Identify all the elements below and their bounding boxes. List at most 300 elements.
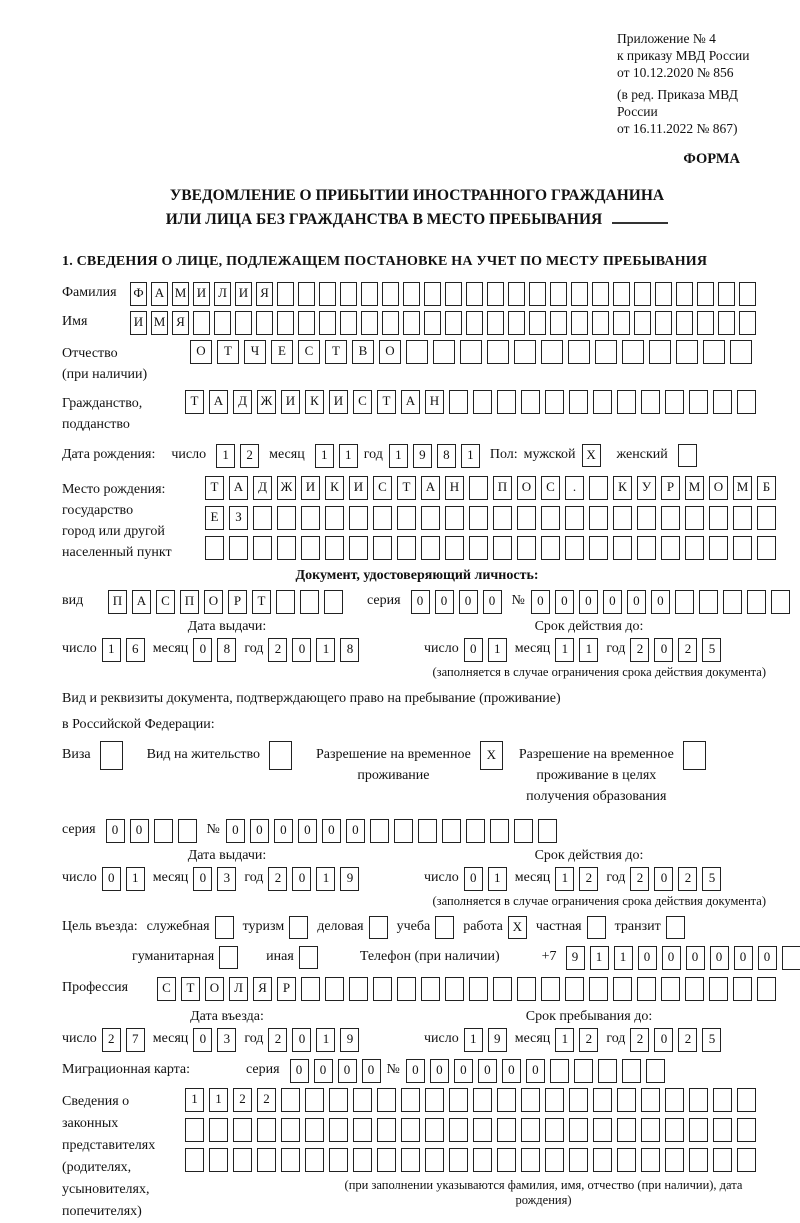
char-cell[interactable] — [473, 1118, 492, 1142]
char-cell[interactable] — [613, 977, 632, 1001]
char-cell[interactable] — [353, 1118, 372, 1142]
char-cell[interactable]: 1 — [555, 867, 574, 891]
char-cell[interactable] — [655, 282, 672, 306]
char-cell[interactable]: А — [229, 476, 248, 500]
char-cell[interactable] — [193, 311, 210, 335]
char-cell[interactable]: О — [190, 340, 212, 364]
char-cell[interactable] — [277, 282, 294, 306]
char-cell[interactable] — [565, 506, 584, 530]
char-cell[interactable]: О — [204, 590, 223, 614]
char-cell[interactable] — [757, 536, 776, 560]
char-cell[interactable]: 1 — [126, 867, 145, 891]
char-cell[interactable]: 0 — [603, 590, 622, 614]
char-cell[interactable]: Т — [181, 977, 200, 1001]
char-cell[interactable]: 0 — [314, 1059, 333, 1083]
char-cell[interactable] — [377, 1148, 396, 1172]
char-cell[interactable] — [433, 340, 455, 364]
char-cell[interactable] — [571, 311, 588, 335]
char-cell[interactable] — [617, 1118, 636, 1142]
char-cell[interactable]: К — [613, 476, 632, 500]
representatives-row3[interactable] — [185, 1148, 772, 1172]
char-cell[interactable] — [593, 390, 612, 414]
char-cell[interactable] — [325, 506, 344, 530]
char-cell[interactable] — [449, 1148, 468, 1172]
char-cell[interactable] — [737, 390, 756, 414]
char-cell[interactable] — [545, 390, 564, 414]
entry-month-boxes[interactable] — [193, 1028, 236, 1052]
char-cell[interactable] — [276, 590, 295, 614]
char-cell[interactable] — [401, 1088, 420, 1112]
char-cell[interactable] — [737, 1088, 756, 1112]
char-cell[interactable]: Л — [214, 282, 231, 306]
char-cell[interactable]: 0 — [292, 638, 311, 662]
char-cell[interactable] — [377, 1118, 396, 1142]
char-cell[interactable]: 0 — [338, 1059, 357, 1083]
char-cell[interactable] — [487, 282, 504, 306]
char-cell[interactable]: 9 — [566, 946, 585, 970]
char-cell[interactable] — [676, 311, 693, 335]
char-cell[interactable] — [713, 390, 732, 414]
char-cell[interactable]: З — [229, 506, 248, 530]
char-cell[interactable] — [449, 1088, 468, 1112]
char-cell[interactable] — [442, 819, 461, 843]
char-cell[interactable] — [665, 1148, 684, 1172]
char-cell[interactable] — [782, 946, 800, 970]
char-cell[interactable] — [361, 311, 378, 335]
char-cell[interactable] — [713, 1118, 732, 1142]
char-cell[interactable]: 0 — [226, 819, 245, 843]
char-cell[interactable]: 1 — [461, 444, 480, 468]
char-cell[interactable] — [493, 977, 512, 1001]
char-cell[interactable] — [449, 390, 468, 414]
char-cell[interactable] — [493, 536, 512, 560]
char-cell[interactable] — [733, 506, 752, 530]
char-cell[interactable] — [403, 311, 420, 335]
char-cell[interactable] — [569, 1088, 588, 1112]
char-cell[interactable]: И — [301, 476, 320, 500]
char-cell[interactable]: К — [305, 390, 324, 414]
char-cell[interactable] — [401, 1148, 420, 1172]
entry-year-boxes[interactable] — [268, 1028, 359, 1052]
stay-month-boxes[interactable] — [555, 1028, 598, 1052]
char-cell[interactable]: 2 — [268, 638, 287, 662]
char-cell[interactable] — [733, 977, 752, 1001]
char-cell[interactable] — [665, 1118, 684, 1142]
char-cell[interactable] — [550, 282, 567, 306]
char-cell[interactable]: 9 — [488, 1028, 507, 1052]
char-cell[interactable] — [685, 506, 704, 530]
char-cell[interactable] — [406, 340, 428, 364]
char-cell[interactable] — [565, 536, 584, 560]
char-cell[interactable]: 0 — [758, 946, 777, 970]
char-cell[interactable]: М — [172, 282, 189, 306]
char-cell[interactable] — [325, 977, 344, 1001]
res-expiry-day-boxes[interactable] — [464, 867, 507, 891]
char-cell[interactable] — [319, 311, 336, 335]
char-cell[interactable]: 8 — [340, 638, 359, 662]
char-cell[interactable]: 9 — [340, 1028, 359, 1052]
char-cell[interactable]: 0 — [290, 1059, 309, 1083]
char-cell[interactable]: Д — [233, 390, 252, 414]
char-cell[interactable] — [469, 536, 488, 560]
char-cell[interactable]: 1 — [209, 1088, 228, 1112]
expiry-day-boxes[interactable] — [464, 638, 507, 662]
char-cell[interactable]: С — [541, 476, 560, 500]
char-cell[interactable]: 0 — [710, 946, 729, 970]
char-cell[interactable]: 1 — [488, 867, 507, 891]
char-cell[interactable]: 0 — [411, 590, 430, 614]
char-cell[interactable]: К — [325, 476, 344, 500]
firstname-boxes[interactable] — [130, 311, 756, 335]
checkbox-male[interactable]: X — [582, 444, 601, 467]
char-cell[interactable] — [325, 536, 344, 560]
char-cell[interactable] — [565, 977, 584, 1001]
char-cell[interactable]: А — [132, 590, 151, 614]
char-cell[interactable] — [281, 1148, 300, 1172]
char-cell[interactable]: 0 — [555, 590, 574, 614]
res-expiry-month-boxes[interactable] — [555, 867, 598, 891]
char-cell[interactable]: 0 — [322, 819, 341, 843]
doc-series-boxes[interactable] — [411, 590, 502, 614]
char-cell[interactable] — [397, 536, 416, 560]
char-cell[interactable] — [689, 390, 708, 414]
char-cell[interactable] — [592, 311, 609, 335]
issue-year-boxes[interactable] — [268, 638, 359, 662]
char-cell[interactable]: 0 — [654, 867, 673, 891]
char-cell[interactable]: 2 — [268, 867, 287, 891]
citizenship-boxes[interactable] — [185, 390, 756, 414]
char-cell[interactable] — [713, 1088, 732, 1112]
res-issue-day-boxes[interactable] — [102, 867, 145, 891]
checkbox-tourism[interactable] — [289, 916, 308, 939]
char-cell[interactable]: 0 — [435, 590, 454, 614]
char-cell[interactable] — [689, 1118, 708, 1142]
char-cell[interactable] — [703, 340, 725, 364]
char-cell[interactable] — [460, 340, 482, 364]
char-cell[interactable] — [425, 1148, 444, 1172]
char-cell[interactable] — [689, 1148, 708, 1172]
char-cell[interactable] — [508, 311, 525, 335]
char-cell[interactable]: 0 — [734, 946, 753, 970]
char-cell[interactable] — [514, 340, 536, 364]
char-cell[interactable]: 1 — [185, 1088, 204, 1112]
char-cell[interactable] — [349, 977, 368, 1001]
char-cell[interactable] — [493, 506, 512, 530]
char-cell[interactable]: 5 — [702, 867, 721, 891]
char-cell[interactable]: 0 — [654, 1028, 673, 1052]
char-cell[interactable] — [613, 506, 632, 530]
char-cell[interactable]: А — [151, 282, 168, 306]
char-cell[interactable] — [370, 819, 389, 843]
char-cell[interactable] — [676, 282, 693, 306]
char-cell[interactable] — [685, 977, 704, 1001]
char-cell[interactable] — [529, 282, 546, 306]
char-cell[interactable] — [574, 1059, 593, 1083]
char-cell[interactable]: Р — [661, 476, 680, 500]
birth-day-boxes[interactable] — [216, 444, 259, 468]
char-cell[interactable] — [397, 506, 416, 530]
char-cell[interactable] — [301, 506, 320, 530]
char-cell[interactable] — [253, 506, 272, 530]
char-cell[interactable] — [205, 536, 224, 560]
char-cell[interactable]: 0 — [454, 1059, 473, 1083]
char-cell[interactable] — [713, 1148, 732, 1172]
char-cell[interactable] — [589, 476, 608, 500]
char-cell[interactable] — [641, 1148, 660, 1172]
char-cell[interactable] — [340, 282, 357, 306]
char-cell[interactable] — [730, 340, 752, 364]
char-cell[interactable]: П — [493, 476, 512, 500]
char-cell[interactable] — [214, 311, 231, 335]
char-cell[interactable]: 1 — [555, 638, 574, 662]
char-cell[interactable]: В — [352, 340, 374, 364]
char-cell[interactable]: 0 — [193, 638, 212, 662]
char-cell[interactable] — [473, 390, 492, 414]
issue-day-boxes[interactable] — [102, 638, 145, 662]
char-cell[interactable]: 0 — [274, 819, 293, 843]
char-cell[interactable]: 1 — [339, 444, 358, 468]
char-cell[interactable]: С — [353, 390, 372, 414]
char-cell[interactable] — [229, 536, 248, 560]
char-cell[interactable] — [445, 506, 464, 530]
char-cell[interactable] — [593, 1118, 612, 1142]
char-cell[interactable] — [737, 1118, 756, 1142]
char-cell[interactable] — [353, 1148, 372, 1172]
char-cell[interactable]: О — [709, 476, 728, 500]
char-cell[interactable]: Ж — [277, 476, 296, 500]
char-cell[interactable] — [277, 536, 296, 560]
char-cell[interactable]: А — [421, 476, 440, 500]
char-cell[interactable] — [445, 536, 464, 560]
char-cell[interactable] — [466, 819, 485, 843]
char-cell[interactable]: 7 — [126, 1028, 145, 1052]
char-cell[interactable] — [154, 819, 173, 843]
char-cell[interactable] — [617, 390, 636, 414]
char-cell[interactable]: М — [733, 476, 752, 500]
char-cell[interactable] — [697, 282, 714, 306]
char-cell[interactable]: 3 — [217, 867, 236, 891]
char-cell[interactable] — [349, 536, 368, 560]
char-cell[interactable] — [257, 1118, 276, 1142]
char-cell[interactable] — [569, 390, 588, 414]
char-cell[interactable]: 1 — [614, 946, 633, 970]
char-cell[interactable] — [487, 311, 504, 335]
char-cell[interactable] — [595, 340, 617, 364]
char-cell[interactable] — [569, 1118, 588, 1142]
char-cell[interactable] — [487, 340, 509, 364]
char-cell[interactable] — [541, 536, 560, 560]
char-cell[interactable] — [568, 340, 590, 364]
char-cell[interactable] — [709, 506, 728, 530]
char-cell[interactable]: 2 — [102, 1028, 121, 1052]
char-cell[interactable] — [661, 506, 680, 530]
char-cell[interactable]: 0 — [430, 1059, 449, 1083]
char-cell[interactable]: 2 — [233, 1088, 252, 1112]
char-cell[interactable]: Е — [271, 340, 293, 364]
char-cell[interactable]: 2 — [630, 1028, 649, 1052]
char-cell[interactable] — [541, 977, 560, 1001]
char-cell[interactable]: 1 — [464, 1028, 483, 1052]
char-cell[interactable]: Т — [377, 390, 396, 414]
char-cell[interactable]: О — [205, 977, 224, 1001]
char-cell[interactable]: 0 — [193, 867, 212, 891]
char-cell[interactable]: 0 — [638, 946, 657, 970]
char-cell[interactable] — [641, 1088, 660, 1112]
char-cell[interactable] — [178, 819, 197, 843]
char-cell[interactable] — [349, 506, 368, 530]
char-cell[interactable] — [617, 1088, 636, 1112]
char-cell[interactable] — [418, 819, 437, 843]
char-cell[interactable] — [253, 536, 272, 560]
profession-boxes[interactable] — [157, 977, 776, 1001]
char-cell[interactable]: 1 — [316, 867, 335, 891]
char-cell[interactable] — [739, 282, 756, 306]
char-cell[interactable] — [634, 282, 651, 306]
char-cell[interactable] — [589, 506, 608, 530]
char-cell[interactable] — [445, 311, 462, 335]
char-cell[interactable] — [592, 282, 609, 306]
checkbox-transit[interactable] — [666, 916, 685, 939]
char-cell[interactable]: 8 — [217, 638, 236, 662]
char-cell[interactable] — [185, 1148, 204, 1172]
char-cell[interactable] — [301, 536, 320, 560]
char-cell[interactable] — [377, 1088, 396, 1112]
char-cell[interactable]: Я — [172, 311, 189, 335]
char-cell[interactable]: 2 — [678, 867, 697, 891]
char-cell[interactable] — [521, 1148, 540, 1172]
checkbox-temp-permit[interactable]: X — [480, 741, 503, 770]
char-cell[interactable] — [613, 282, 630, 306]
char-cell[interactable]: Н — [445, 476, 464, 500]
char-cell[interactable] — [421, 977, 440, 1001]
representatives-row1[interactable] — [185, 1088, 772, 1112]
char-cell[interactable]: 0 — [362, 1059, 381, 1083]
char-cell[interactable] — [517, 506, 536, 530]
char-cell[interactable] — [709, 977, 728, 1001]
char-cell[interactable]: 2 — [630, 867, 649, 891]
char-cell[interactable]: И — [349, 476, 368, 500]
char-cell[interactable] — [685, 536, 704, 560]
char-cell[interactable]: 0 — [464, 867, 483, 891]
char-cell[interactable]: 1 — [579, 638, 598, 662]
checkbox-edu-permit[interactable] — [683, 741, 706, 770]
char-cell[interactable]: 2 — [579, 1028, 598, 1052]
char-cell[interactable]: М — [685, 476, 704, 500]
char-cell[interactable]: М — [151, 311, 168, 335]
char-cell[interactable]: 8 — [437, 444, 456, 468]
char-cell[interactable]: 2 — [678, 638, 697, 662]
checkbox-private[interactable] — [587, 916, 606, 939]
char-cell[interactable]: П — [108, 590, 127, 614]
char-cell[interactable] — [569, 1148, 588, 1172]
char-cell[interactable] — [733, 536, 752, 560]
char-cell[interactable] — [598, 1059, 617, 1083]
char-cell[interactable]: А — [209, 390, 228, 414]
checkbox-other[interactable] — [299, 946, 318, 969]
char-cell[interactable]: 0 — [292, 1028, 311, 1052]
checkbox-work[interactable]: X — [508, 916, 527, 939]
char-cell[interactable] — [697, 311, 714, 335]
char-cell[interactable] — [718, 282, 735, 306]
char-cell[interactable] — [622, 1059, 641, 1083]
char-cell[interactable] — [675, 590, 694, 614]
char-cell[interactable] — [613, 536, 632, 560]
char-cell[interactable]: 2 — [257, 1088, 276, 1112]
char-cell[interactable]: 2 — [678, 1028, 697, 1052]
char-cell[interactable]: С — [298, 340, 320, 364]
checkbox-business[interactable] — [369, 916, 388, 939]
char-cell[interactable]: С — [156, 590, 175, 614]
char-cell[interactable]: С — [373, 476, 392, 500]
char-cell[interactable] — [757, 506, 776, 530]
char-cell[interactable]: Ч — [244, 340, 266, 364]
char-cell[interactable]: 0 — [686, 946, 705, 970]
char-cell[interactable] — [185, 1118, 204, 1142]
char-cell[interactable]: 0 — [298, 819, 317, 843]
char-cell[interactable] — [646, 1059, 665, 1083]
char-cell[interactable] — [637, 506, 656, 530]
char-cell[interactable] — [665, 390, 684, 414]
char-cell[interactable]: 0 — [654, 638, 673, 662]
char-cell[interactable]: 1 — [316, 638, 335, 662]
char-cell[interactable]: 1 — [389, 444, 408, 468]
checkbox-visa[interactable] — [100, 741, 123, 770]
char-cell[interactable] — [281, 1118, 300, 1142]
char-cell[interactable]: Т — [397, 476, 416, 500]
representatives-row2[interactable] — [185, 1118, 772, 1142]
char-cell[interactable]: 9 — [340, 867, 359, 891]
birth-place-row1[interactable] — [205, 476, 776, 500]
char-cell[interactable] — [550, 311, 567, 335]
middlename-boxes[interactable] — [190, 340, 752, 364]
char-cell[interactable]: Р — [277, 977, 296, 1001]
char-cell[interactable] — [589, 977, 608, 1001]
lastname-boxes[interactable] — [130, 282, 756, 306]
char-cell[interactable] — [469, 506, 488, 530]
expiry-year-boxes[interactable] — [630, 638, 721, 662]
char-cell[interactable] — [469, 476, 488, 500]
stay-year-boxes[interactable] — [630, 1028, 721, 1052]
char-cell[interactable] — [394, 819, 413, 843]
char-cell[interactable] — [771, 590, 790, 614]
char-cell[interactable] — [655, 311, 672, 335]
char-cell[interactable]: 1 — [216, 444, 235, 468]
char-cell[interactable]: 6 — [126, 638, 145, 662]
char-cell[interactable] — [521, 1118, 540, 1142]
char-cell[interactable] — [466, 282, 483, 306]
char-cell[interactable]: 2 — [579, 867, 598, 891]
char-cell[interactable] — [340, 311, 357, 335]
char-cell[interactable]: Т — [217, 340, 239, 364]
char-cell[interactable]: И — [193, 282, 210, 306]
char-cell[interactable] — [256, 311, 273, 335]
issue-month-boxes[interactable] — [193, 638, 236, 662]
char-cell[interactable]: Ж — [257, 390, 276, 414]
char-cell[interactable] — [497, 1118, 516, 1142]
char-cell[interactable] — [305, 1118, 324, 1142]
char-cell[interactable]: И — [130, 311, 147, 335]
char-cell[interactable]: 0 — [292, 867, 311, 891]
char-cell[interactable] — [373, 536, 392, 560]
char-cell[interactable] — [473, 1148, 492, 1172]
char-cell[interactable] — [709, 536, 728, 560]
char-cell[interactable] — [637, 536, 656, 560]
char-cell[interactable] — [541, 506, 560, 530]
char-cell[interactable]: 0 — [406, 1059, 425, 1083]
char-cell[interactable]: Т — [252, 590, 271, 614]
char-cell[interactable]: 3 — [217, 1028, 236, 1052]
char-cell[interactable] — [382, 282, 399, 306]
